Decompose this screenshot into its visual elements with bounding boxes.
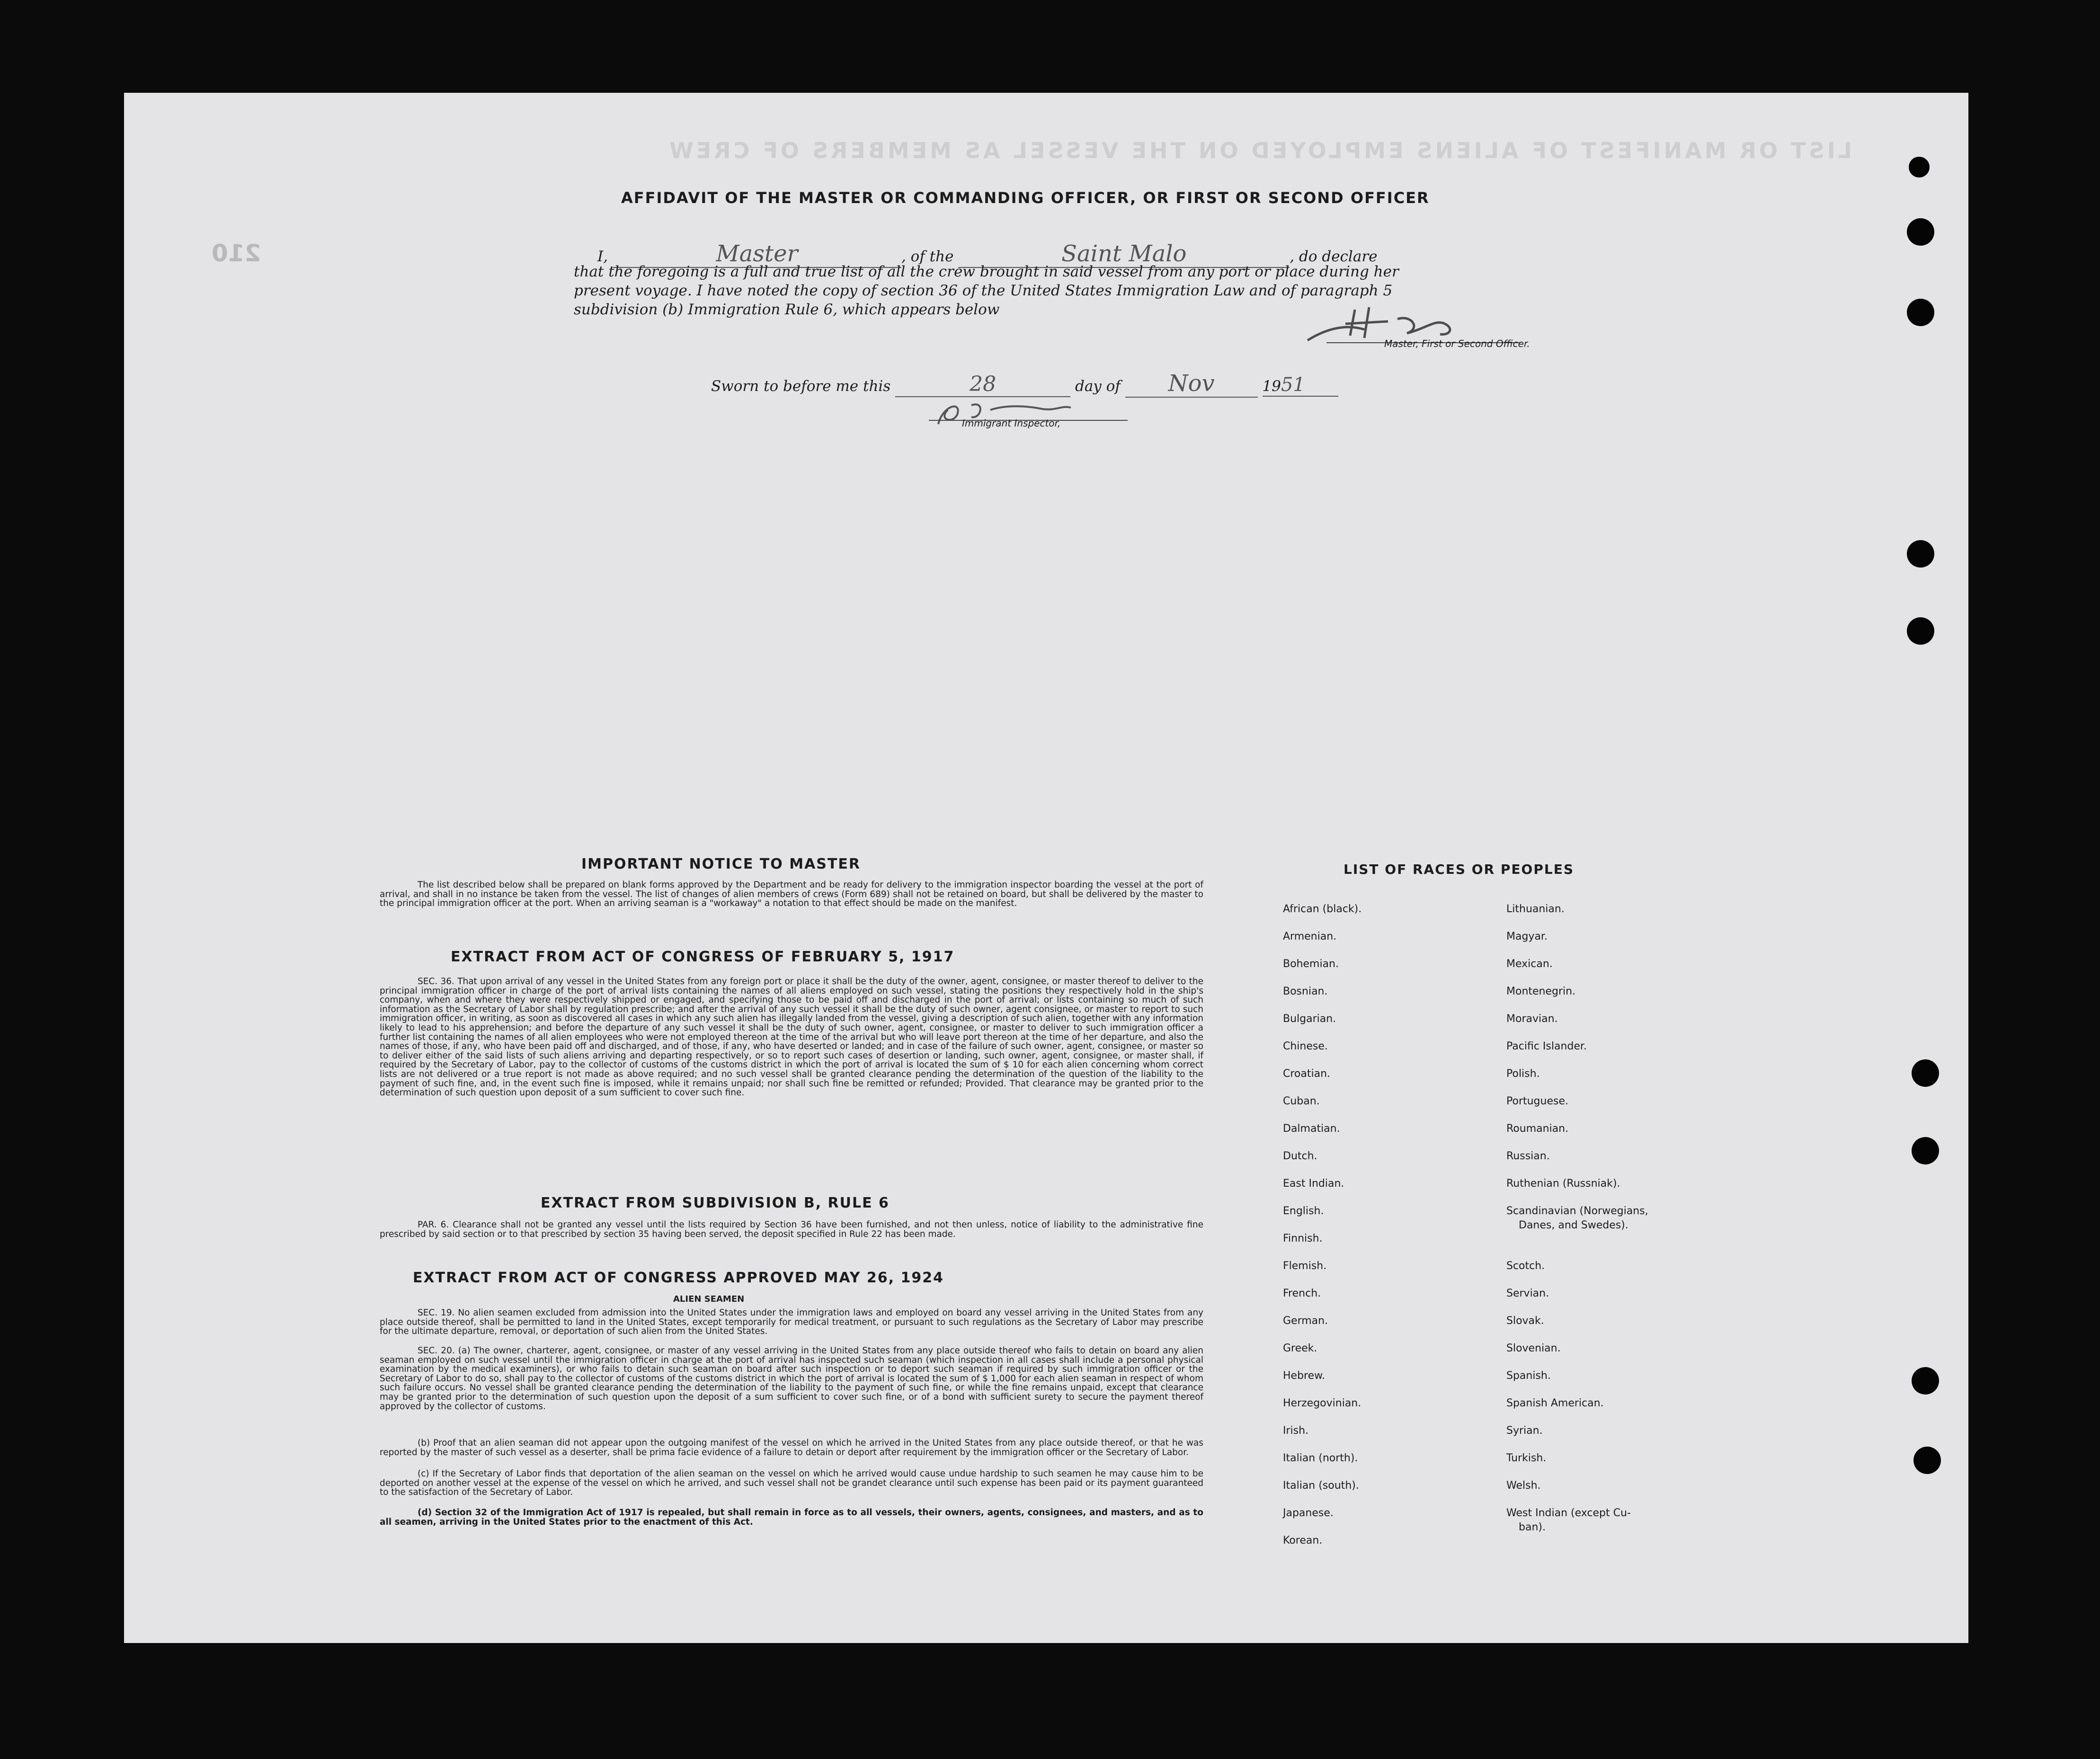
extract-1924-title: EXTRACT FROM ACT OF CONGRESS APPROVED MAY 26, 1924 (413, 1270, 944, 1286)
race-left-item: Irish. (1283, 1425, 1309, 1437)
race-left-item: Finnish. (1283, 1233, 1323, 1244)
race-right-item: Roumanian. (1506, 1123, 1569, 1135)
race-right-item: ban). (1519, 1521, 1546, 1533)
sworn-text: Sworn to before me this (711, 378, 891, 395)
race-right-item: Lithuanian. (1506, 903, 1565, 915)
race-left-item: Japanese. (1283, 1507, 1334, 1519)
race-right-item: Magyar. (1506, 931, 1548, 942)
notice-intro: The list described below shall be prepared on blank forms approved by the Department and be ready for delivery to the immigration inspector boarding the vessel at the port of arrival, and shall in no instance be taken from the vessel. The list of changes of alien members of crews (Form 689) shall not be retained on board, but shall be delivered by the master to the principal immigration officer at the port. When an arriving seaman is a "workaway" a notation to that effect should be made on the manifest. (380, 880, 1203, 909)
race-left-item: Dalmatian. (1283, 1123, 1340, 1135)
race-left-item: Italian (south). (1283, 1480, 1359, 1492)
year-field (1263, 374, 1338, 397)
notice-title: IMPORTANT NOTICE TO MASTER (581, 856, 861, 872)
race-left-item: Greek. (1283, 1342, 1317, 1354)
race-right-item: Slovenian. (1506, 1342, 1561, 1354)
alien-seamen-heading: ALIEN SEAMEN (673, 1294, 745, 1304)
section-36-text: SEC. 36. That upon arrival of any vessel in the United States from any foreign port or place it shall be the duty of the owner, agent, consignee, or master thereof to deliver to the principal immigration officer in charge of the port of arrival lists containing the names of all aliens employed on such vessel, stating the positions they respectively hold in the ship's company, when and where they were respectively shipped or engaged, and specifying those to be paid off and discharged in the port of arrival; or lists containing so much of such information as the Secretary of Labor shall by regulation prescribe; and after the arrival of any such vessel it shall be the duty of such owner, agent consignee, or master to report to such immigration officer, in writing, as soon as discovered all cases in which any such alien has illegally landed from the vessel, giving a description of such alien, together with any information likely to lead to his apprehension; and before the departure of any such vessel it shall be the duty of such owner, agent, consignee, or master to deliver to such immigration officer a further list containing the names of all alien employees who were not employed thereon at the time of the arrival but who will leave port thereon at the time of her departure, and also the names of those, if any, who have been paid off and discharged, and of those, if any, who have deserted or landed; and in case of the failure of such owner, agent, consignee, or master so to deliver either of the said lists of such aliens arriving and departing respectively, or so to report such cases of desertion or landing, such owner, agent, consignee, or master shall, if required by the Secretary of Labor, pay to the collector of customs of the customs district in which the port of arrival is located the sum of $ 10 for each alien concerning whom correct lists are not delivered or a true report is not made as above required; and no such vessel shall be granted clearance pending the determination of the question of the liability to the payment of such fine, and, in the event such fine is imposed, while it remains unpaid; nor shall such fine be remitted or refunded; Provided. That clearance may be granted prior to the determination of such question upon deposit of a sum sufficient to cover such fine. (380, 977, 1203, 1098)
race-right-item: Danes, and Swedes). (1519, 1219, 1628, 1231)
punch-hole (1913, 1447, 1941, 1474)
race-right-item: Slovak. (1506, 1315, 1544, 1327)
races-title: LIST OF RACES OR PEOPLES (1344, 862, 1574, 877)
race-left-item: Armenian. (1283, 931, 1337, 942)
race-right-item: Mexican. (1506, 958, 1553, 970)
punch-hole (1907, 617, 1934, 645)
race-left-item: East Indian. (1283, 1178, 1344, 1190)
section-19-text: SEC. 19. No alien seamen excluded from admission into the United States under the immigration laws and employed on board any vessel arriving in the United States from any place outside thereof, shall be permitted to land in the United States, except temporarily for medical treatment, or pursuant to such regulations as the Secretary of Labor may prescribe for the ultimate departure, removal, or deportation of such alien from the United States. (380, 1308, 1203, 1337)
race-right-item: Syrian. (1506, 1425, 1543, 1437)
race-right-item: Portuguese. (1506, 1095, 1568, 1107)
race-right-item: Welsh. (1506, 1480, 1541, 1492)
race-right-item: West Indian (except Cu- (1506, 1507, 1631, 1519)
race-right-item: Scotch. (1506, 1260, 1545, 1272)
race-left-item: Italian (north). (1283, 1452, 1358, 1464)
race-right-item: Spanish American. (1506, 1397, 1604, 1409)
section-20c-text: (c) If the Secretary of Labor finds that deportation of the alien seaman on the vessel on which he arrived would cause undue hardship to such seamen he may cause him to be deported on another vessel at the expense of the vessel on which he arrived, and such vessel shall not be grandet clearance until such expense has been paid or its payment guaranteed to the satisfaction of the Secretary of Labor. (380, 1469, 1203, 1498)
bleed-through-number: 210 (212, 240, 261, 267)
race-right-item: Servian. (1506, 1288, 1549, 1299)
day-handwritten: 28 (895, 372, 1070, 397)
year-handwritten: 51 (1281, 374, 1305, 396)
race-right-item: Scandinavian (Norwegians, (1506, 1205, 1648, 1217)
race-left-item: Bosnian. (1283, 986, 1328, 997)
race-right-item: Polish. (1506, 1068, 1540, 1080)
rank-handwritten: Master (613, 240, 901, 268)
do-declare-text: , do declare (1290, 248, 1378, 265)
affidavit-line-2: that the foregoing is a full and true list of all the crew brought in said vessel from any port or place during her (574, 263, 1399, 280)
race-right-item: Spanish. (1506, 1370, 1551, 1382)
race-left-item: French. (1283, 1288, 1321, 1299)
affidavit-title: AFFIDAVIT OF THE MASTER OR COMMANDING OFFICER, OR FIRST OR SECOND OFFICER (621, 189, 1430, 207)
punch-hole (1907, 218, 1934, 246)
race-left-item: Bulgarian. (1283, 1013, 1336, 1025)
day-of-text: day of (1075, 378, 1121, 395)
race-right-item: Turkish. (1506, 1452, 1547, 1464)
punch-hole (1912, 1059, 1939, 1087)
bleed-through-text: LIST OR MANIFEST OF ALIENS EMPLOYED ON THE VESSEL AS MEMBERS OF CREW (666, 138, 1852, 163)
punch-hole (1912, 1367, 1939, 1395)
race-left-item: English. (1283, 1205, 1324, 1217)
race-left-item: Herzegovinian. (1283, 1397, 1361, 1409)
race-right-item: Montenegrin. (1506, 986, 1576, 997)
race-right-item: Russian. (1506, 1150, 1550, 1162)
punch-hole (1909, 157, 1930, 178)
year-printed: 19 (1262, 378, 1281, 395)
extract-1917-title: EXTRACT FROM ACT OF CONGRESS OF FEBRUARY 5, 1917 (451, 949, 955, 965)
section-20b-text: (b) Proof that an alien seaman did not appear upon the outgoing manifest of the vessel on which he arrived in the United States from any place outside thereof, or that he was reported by the master of such vessel as a deserter, shall be prima facie evidence of a failure to detain or deport after requirement by the immigration officer or the Secretary of Labor. (380, 1438, 1203, 1457)
affidavit-i: I, (597, 248, 608, 265)
inspector-label: Immigrant Inspector, (962, 418, 1061, 429)
race-left-item: Bohemian. (1283, 958, 1339, 970)
month-handwritten: Nov (1125, 370, 1258, 398)
section-20d-text: (d) Section 32 of the Immigration Act of 1917 is repealed, but shall remain in force as to all vessels, their owners, agents, consignees, and masters, and as to all seamen, arriving in the United States prior to the enactment of this Act. (380, 1508, 1203, 1527)
section-20a-text: SEC. 20. (a) The owner, charterer, agent, consignee, or master of any vessel arriving in the United States from any place outside thereof who fails to detain on board any alien seaman employed on such vessel until the immigration officer in charge at the port of arrival has inspected such seaman (which inspection in all cases shall include a personal physical examination by the medical examiners), or who fails to detain such seaman on board after such inspection or to deport such seaman if required by such immigration officer or the Secretary of Labor to do so, shall pay to the collector of customs of the customs district in which the port of arrival is located the sum of $ 1,000 for each alien seaman in respect of whom such failure occurs. No vessel shall be granted clearance pending the determination of the liability to the payment of such fine, or while the fine remains unpaid, except that clearance may be granted prior to the determination of such question upon the deposit of a sum sufficient to cover such fine, or of a bond with sufficient surety to secure the payment thereof approved by the collector of customs. (380, 1346, 1203, 1412)
race-left-item: German. (1283, 1315, 1328, 1327)
race-left-item: Cuban. (1283, 1095, 1320, 1107)
race-right-item: Ruthenian (Russniak). (1506, 1178, 1620, 1190)
race-left-item: Dutch. (1283, 1150, 1317, 1162)
vessel-handwritten: Saint Malo (958, 240, 1290, 268)
paragraph-6-text: PAR. 6. Clearance shall not be granted any vessel until the lists required by Section 36 have been furnished, and not then unless, notice of liability to the administrative fine prescribed by said section or to that prescribed by section 35 having been served, the deposit specified in Rule 22 has been made. (380, 1220, 1203, 1239)
punch-hole (1912, 1137, 1939, 1164)
race-left-item: Hebrew. (1283, 1370, 1326, 1382)
affidavit-line-4: subdivision (b) Immigration Rule 6, which appears below (574, 301, 1000, 318)
manifest-page (124, 93, 1968, 1643)
race-left-item: Chinese. (1283, 1040, 1328, 1052)
affidavit-line-3: present voyage. I have noted the copy of section 36 of the United States Immigration Law and of paragraph 5 (574, 282, 1393, 299)
extract-rule6-title: EXTRACT FROM SUBDIVISION B, RULE 6 (541, 1195, 890, 1211)
punch-hole (1907, 299, 1934, 326)
race-left-item: African (black). (1283, 903, 1362, 915)
of-the-text: , of the (901, 248, 954, 265)
race-right-item: Moravian. (1506, 1013, 1558, 1025)
race-left-item: Flemish. (1283, 1260, 1327, 1272)
punch-hole (1907, 540, 1934, 568)
signature-label: Master, First or Second Officer. (1384, 338, 1530, 349)
race-left-item: Croatian. (1283, 1068, 1331, 1080)
race-left-item: Korean. (1283, 1535, 1323, 1546)
race-right-item: Pacific Islander. (1506, 1040, 1587, 1052)
